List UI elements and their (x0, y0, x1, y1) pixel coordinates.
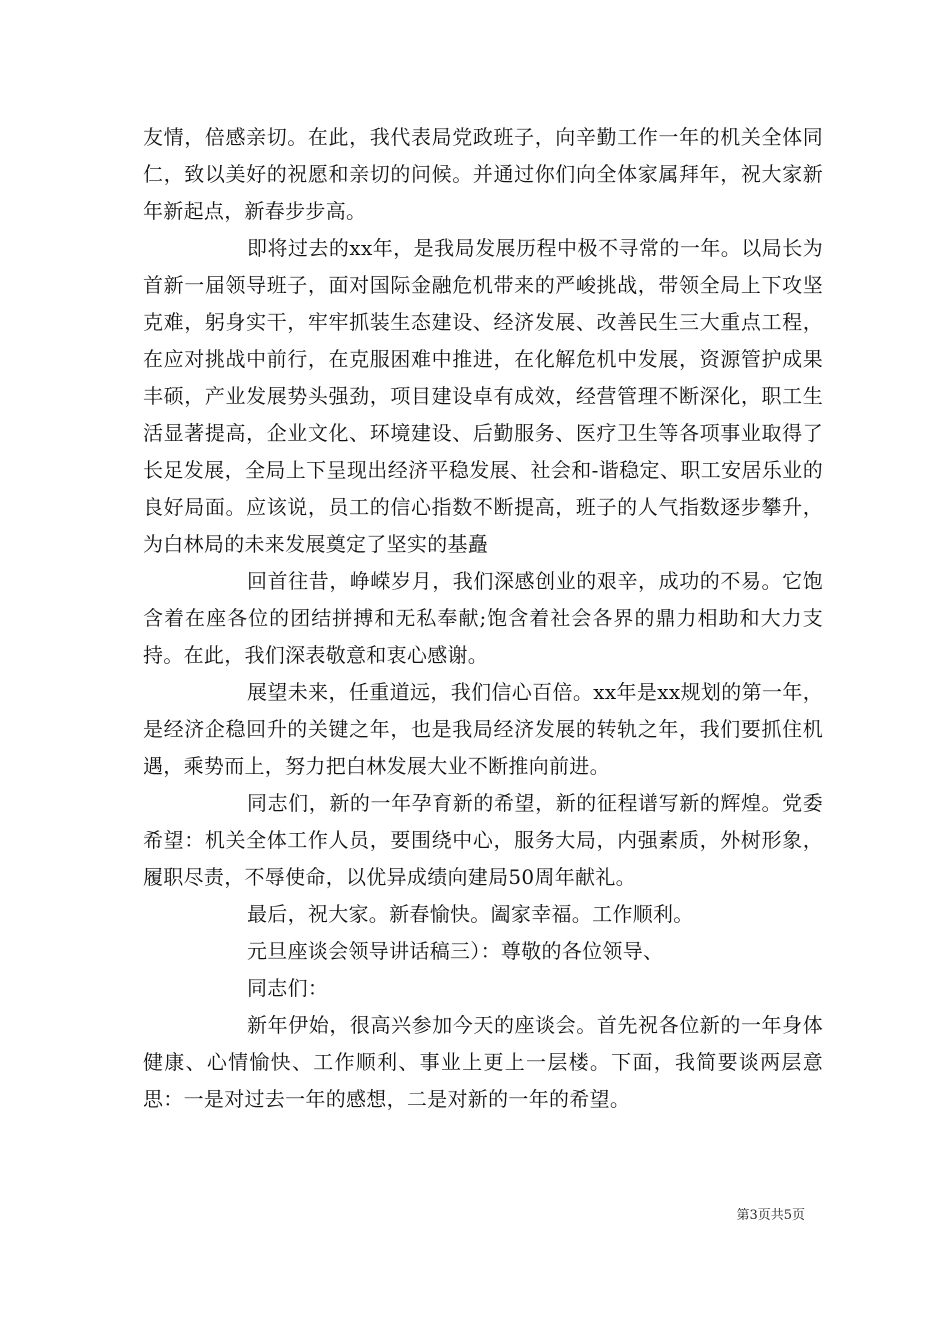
paragraph-8: 同志们： (247, 976, 329, 1000)
paragraph-1: 友情，倍感亲切。在此，我代表局党政班子，向辛勤工作一年的机关全体同仁，致以美好的祝愿和亲切的问候。并通过你们向全体家属拜年，祝大家新年新起点，新春步步高。 (143, 125, 823, 223)
paragraph-2: 即将过去的xx年，是我局发展历程中极不寻常的一年。以局长为首新一届领导班子，面对国际金融危机带来的严峻挑战，带领全局上下攻坚克难，躬身实干，牢牢抓装生态建设、经济发展、改善民生三大重点工程，在应对挑战中前行，在克服困难中推进，在化解危机中发展，资源管护成果丰硕，产业发展势头强劲，项目建设卓有成效，经营管理不断深化，职工生活显著提高，企业文化、环境建设、后勤服务、医疗卫生等各项事业取得了长足发展，全局上下呈现出经济平稳发展、社会和-谐稳定、职工安居乐业的良好局面。应该说，员工的信心指数不断提高，班子的人气指数逐步攀升，为白林局的未来发展奠定了坚实的基矗 (143, 236, 823, 556)
paragraph-5: 同志们，新的一年孕育新的希望，新的征程谱写新的辉煌。党委希望：机关全体工作人员，要围绕中心，服务大局，内强素质，外树形象，履职尽责，不辱使命，以优异成绩向建局50周年献礼。 (143, 791, 823, 889)
paragraph-3: 回首往昔，峥嵘岁月，我们深感创业的艰辛，成功的不易。它饱含着在座各位的团结拼搏和无私奉献;饱含着社会各界的鼎力相助和大力支持。在此，我们深表敬意和衷心感谢。 (143, 569, 823, 667)
document-body (143, 119, 823, 1118)
paragraph-4: 展望未来，任重道远，我们信心百倍。xx年是xx规划的第一年，是经济企稳回升的关键之年，也是我局经济发展的转轨之年，我们要抓住机遇，乘势而上，努力把白林发展大业不断推向前进。 (143, 680, 823, 778)
page-number: 第3页共5页 (736, 1208, 805, 1223)
page-footer (0, 1204, 950, 1225)
paragraph-9: 新年伊始，很高兴参加今天的座谈会。首先祝各位新的一年身体健康、心情愉快、工作顺利、事业上更上一层楼。下面，我简要谈两层意思：一是对过去一年的感想，二是对新的一年的希望。 (143, 1013, 823, 1111)
paragraph-7: 元旦座谈会领导讲话稿三）：尊敬的各位领导、 (247, 939, 664, 963)
paragraph-6: 最后，祝大家。新春愉快。阖家幸福。工作顺利。 (247, 902, 694, 926)
